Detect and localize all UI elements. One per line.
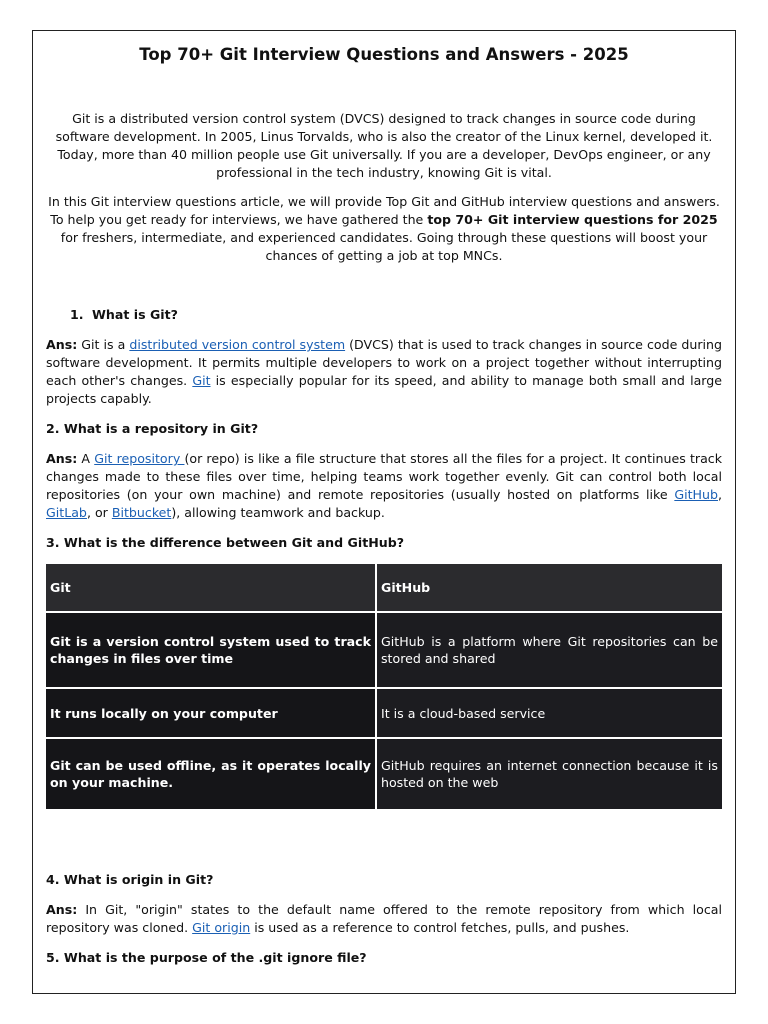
link-gitlab[interactable]: GitLab [46,505,87,520]
intro2-text-after: for freshers, intermediate, and experienced candidates. Going through these questions will boost your chances of getting a job at top MNCs. [60,230,708,263]
intro2-text-before: In this Git interview questions article, we will provide Top Git and GitHub interview questions and answers. To help you get ready for interviews, we have gathered the [48,194,720,227]
table-row [46,612,722,688]
link-bitbucket[interactable]: Bitbucket [111,505,172,520]
link-distributed-vcs[interactable]: distributed version control system [129,337,346,352]
question-4-heading: 4. What is origin in Git? [46,872,214,887]
answer-2-text: , or [86,505,112,520]
answer-2-text: A [77,451,95,466]
intro-paragraph-1: Git is a distributed version control system (DVCS) designed to track changes in source code during software development. In 2005, Linus Torvalds, who is also the creator of the Linux kernel, developed it. Today, more than 40 million people use Git universally. If you are a developer, DevOps engineer, or any professional in the tech industry, knowing Git is vital. [55,111,713,180]
answer-1-text: Git is a [77,337,130,352]
answer-1 [46,336,722,408]
table-header-cell: Git [46,564,376,612]
answer-4 [46,901,722,937]
intro2-bold: top 70+ Git interview questions for 2025 [427,212,718,227]
table-row [46,738,722,809]
answer-1-label: Ans: [46,337,78,352]
git-vs-github-table [46,564,722,809]
question-3-heading: 3. What is the difference between Git and GitHub? [46,535,405,550]
link-git[interactable]: Git [192,373,211,388]
answer-2-label: Ans: [46,451,78,466]
table-row [46,688,722,738]
link-git-repository[interactable]: Git repository [94,451,185,466]
answer-2-text: ), allowing teamwork and backup. [171,505,385,520]
answer-2-text: (or repo) is like a file structure that stores all the files for a project. It continues track changes made to these files over time, helping teams work together evenly. Git can control both local repositories (on your own machine) and remote repositories (usually hosted on platforms like [46,451,723,502]
table-cell: GitHub requires an internet connection because it is hosted on the web [376,738,722,809]
question-1-text: What is Git? [92,307,178,322]
question-1-heading [46,306,722,324]
question-1-number: 1. [70,307,84,322]
table-cell: It runs locally on your computer [46,688,376,738]
question-2-heading: 2. What is a repository in Git? [46,421,259,436]
table-cell: GitHub is a platform where Git repositories can be stored and shared [376,612,722,688]
answer-1-text: (DVCS) that is used to track changes in source code during software development. It permits multiple developers to work on a project together without interrupting each other's changes. [46,337,722,388]
answer-4-text: In Git, "origin" states to the default name offered to the remote repository from which local repository was cloned. [46,902,722,935]
page-title: Top 70+ Git Interview Questions and Answers - 2025 [139,45,629,64]
link-github[interactable]: GitHub [674,487,718,502]
question-5-heading: 5. What is the purpose of the .git ignore file? [46,950,367,965]
link-git-origin[interactable]: Git origin [192,920,251,935]
table-cell: Git is a version control system used to track changes in files over time [46,612,376,688]
table-header-row [46,564,722,612]
document-content [46,44,722,967]
answer-4-text: is used as a reference to control fetches, pulls, and pushes. [250,920,630,935]
table-cell: Git can be used offline, as it operates locally on your machine. [46,738,376,809]
table-header-cell: GitHub [376,564,722,612]
answer-2 [46,450,722,522]
table-cell: It is a cloud-based service [376,688,722,738]
answer-2-text: , [717,487,722,502]
intro-paragraph-2 [46,193,722,265]
answer-1-text: is especially popular for its speed, and ability to manage both small and large projects capably. [46,373,722,406]
answer-4-label: Ans: [46,902,78,917]
